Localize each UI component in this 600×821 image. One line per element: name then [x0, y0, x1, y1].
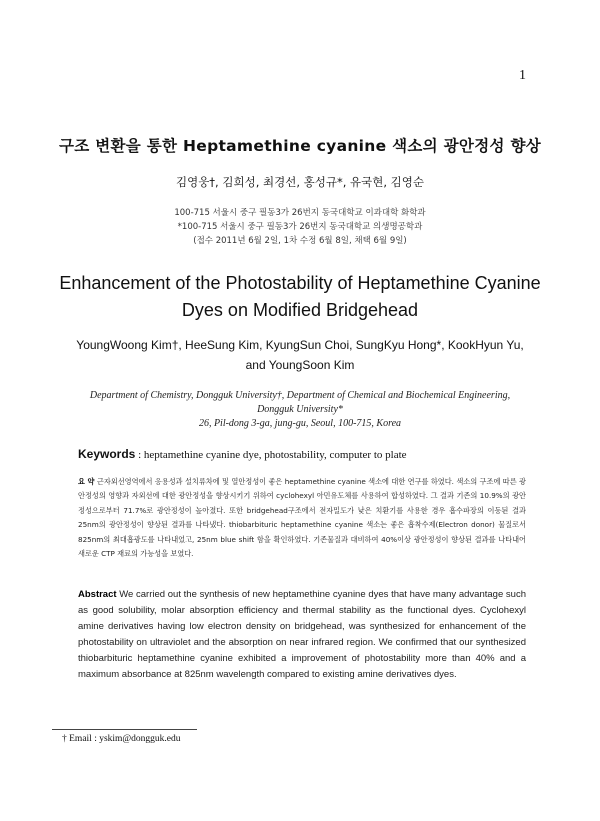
keywords-text: : heptamethine cyanine dye, photostability, computer to plate	[138, 449, 407, 461]
korean-authors: 김영웅†, 김희성, 최경선, 홍성규*, 유국현, 김영순	[175, 175, 424, 189]
english-authors-line: and YoungSoon Kim	[245, 358, 355, 372]
english-affiliation	[40, 389, 560, 431]
korean-affiliation-line: *100-715 서울시 중구 필동3가 26번지 동국대학교 의생명공학과	[177, 222, 423, 232]
received-dates: (접수 2011년 6월 2일, 1차 수정 6월 8일, 채택 6월 9일)	[193, 236, 407, 246]
english-authors-line: YoungWoong Kim†, HeeSung Kim, KyungSun Choi, SungKyu Hong*, KookHyun Yu,	[76, 338, 524, 352]
english-title-line: Enhancement of the Photostability of Heptamethine Cyanine	[59, 273, 541, 293]
korean-abstract	[78, 475, 526, 561]
footnote-email: † Email : yskim@dongguk.edu	[62, 734, 181, 744]
footnote-divider	[52, 729, 197, 730]
korean-abstract-text: 근자외선영역에서 응용성과 설치류차에 및 열안정성이 좋은 heptamethine cyanine 색소에 대한 연구를 하였다. 색소의 구조에 따른 광안정성의 영향과 자외선에 대한 광안정성을 향상시키기 위하여 cyclohexyl 아민유도체를 사용하여 합성하였다. 그 결과 기존의 10.9%의 광안정성으로부터 71.7%로 광안정성이 높아졌다. 또한 bridgehead구조에서 전자밀도가 낮은 치환기를 사용한 경우 흡수파장의 이동된 결과 25nm의 광안정성이 향상된 결과를 나타냈다. thiobarbituric heptamethine cyanine 색소는 좋은 흡착수제(Electron donor) 물질로서 825nm의 최대흡광도를 나타내었고, 25nm blue shift 함을 확인하였다. 기존물질과 대비하여 40%이상 광안정성이 향상된 결과를 나타내어 새로운 CTP 재료의 가능성을 보였다.	[78, 477, 526, 559]
english-title	[40, 270, 560, 324]
english-affiliation-line: Department of Chemistry, Dongguk University†, Department of Chemical and Biochemical Engineering,	[89, 390, 511, 401]
korean-affiliation-line: 100-715 서울시 중구 필동3가 26번지 동국대학교 이과대학 화학과	[174, 208, 426, 218]
korean-affiliation	[0, 206, 600, 248]
address-line: 26, Pil-dong 3-ga, jung-gu, Seoul, 100-715, Korea	[198, 418, 402, 429]
english-authors	[55, 335, 545, 375]
korean-title: 구조 변환을 통한 Heptamethine cyanine 색소의 광안정성 향상	[58, 137, 541, 155]
english-abstract	[78, 587, 526, 683]
english-title-line: Dyes on Modified Bridgehead	[181, 300, 419, 320]
keywords	[78, 447, 548, 461]
english-abstract-label: Abstract	[78, 589, 117, 600]
keywords-label: Keywords	[78, 447, 136, 461]
korean-abstract-label: 요 약	[78, 477, 95, 486]
english-affiliation-line: Dongguk University*	[257, 404, 343, 415]
page-number: 1	[519, 68, 526, 83]
english-abstract-text: We carried out the synthesis of new heptamethine cyanine dyes that have many advantage such as good solubility, molar absorption efficiency and thermal stability as the functional dyes. Cyclohexyl amine derivatives having low electron density on bridgehead, was synthesized for enhancement of the photostability on ultraviolet and the absorption on near infrared region. We confirmed that our synthesized thiobarbituric heptamethine cyanine exhibited a improvement of photostability more than 40% and a maximum absorbance at 825nm wavelength compared to existing amine derivatives dyes.	[78, 589, 526, 680]
